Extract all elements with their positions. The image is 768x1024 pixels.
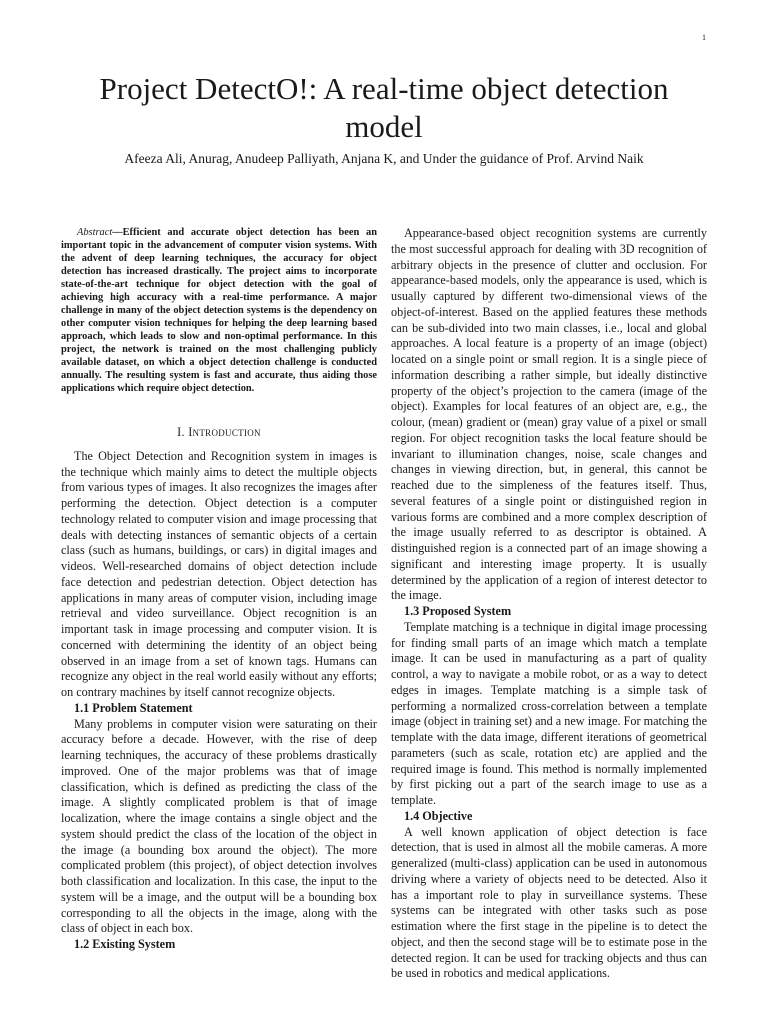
abstract-text: —Efficient and accurate object detection has been an important topic in the advancement of computer vision systems. With the advent of deep learning techniques, the accuracy for object detection has increased drastically. The project aims to incorporate state-of-the-art technique for object detection with the goal of achieving high accuracy with a real-time performance. A major challenge in many of the object detection systems is the dependency on other computer vision techniques for helping the deep learning based approach, which leads to slow and non-optimal performance. In this project, the network is trained on the most challenging publicly available dataset, on which a object detection challenge is conducted annually. The resulting system is fast and accurate, thus aiding those applications which require object detection. <box>61 227 377 394</box>
introduction-paragraph: The Object Detection and Recognition system in images is the technique which mainly aims to detect the multiple objects from various types of images. It also recognizes the images after performing the detection. Object detection is a computer technology related to computer vision and image processing that deals with detecting instances of semantic objects of a certain class (such as humans, buildings, or cars) in digital images and videos. Well-researched domains of object detection include face detection and pedestrian detection. Object detection has applications in many areas of computer vision, including image retrieval and video surveillance. Object recognition is an important task in image processing and computer vision. It is concerned with determining the identity of an object being observed in an image from a set of known tags. Humans can recognize any object in the real world easily without any efforts; on contrary machines by itself cannot recognize objects. <box>61 448 377 699</box>
introduction-heading <box>61 425 377 441</box>
proposed-system-paragraph: Template matching is a technique in digital image processing for finding small parts of an image which match a template image. It can be used in manufacturing as a part of quality control, a way to navigate a mobile robot, or as a way to detect edges in images. Template matching is a simple task of performing a normalized cross-correlation between a template image (object in training set) and a new image. For matching the template with the data image, different iterations of geometrical parameters (such as scale, rotation etc) are applied and the required image is found. This method is normally implemented by first picking out a part of the search image to use as a template. <box>391 619 707 807</box>
objective-paragraph: A well known application of object detection is face detection, that is used in almost all the mobile cameras. A more generalized (multi-class) application can be used in autonomous driving where a variety of objects need to be detected. Also it has a important role to play in surveillance systems. These systems can be integrated with other tasks such as pose estimation where the first stage in the pipeline is to detect the object, and then the second stage will be to estimate pose in the detected region. It can be used for tracking objects and thus can be used in robotics and medical applications. <box>391 824 707 981</box>
section-numeral: I. <box>177 425 189 439</box>
abstract-label: Abstract <box>77 227 113 238</box>
abstract <box>61 226 377 395</box>
page-number: 1 <box>702 33 706 42</box>
section-title: Introduction <box>188 425 261 439</box>
right-column <box>391 226 707 982</box>
paper-title: Project DetectO!: A real-time object detection model <box>99 71 669 144</box>
problem-statement-heading: 1.1 Problem Statement <box>74 700 193 715</box>
author-list: Afeeza Ali, Anurag, Anudeep Palliyath, Anjana K, and Under the guidance of Prof. Arvind Naik <box>124 151 644 166</box>
left-column <box>61 226 377 953</box>
objective-heading: 1.4 Objective <box>404 808 473 823</box>
existing-system-heading: 1.2 Existing System <box>74 937 176 951</box>
existing-system-paragraph: Appearance-based object recognition systems are currently the most successful approach for dealing with 3D recognition of arbitrary objects in the presence of clutter and occlusion. For appearance-based models, only the appearance is used, which is usually captured by different two-dimensional views of the object-of-interest. Based on the applied features these methods can be sub-divided into two main classes, i.e., local and global approaches. A local feature is a property of an image (object) located on a single point or small region. It is a single piece of information describing a rather simple, but ideally distinctive property of the object’s projection to the camera (image of the object). Examples for local features of an object are, e.g., the colour, (mean) gradient or (mean) gray value of a pixel or small region. For object recognition tasks the local feature should be invariant to illumination changes, noise, scale changes and changes in viewing direction, but, in general, this cannot be reached due to the simpleness of the features itself. Thus, several features of a single point or distinguished region in various forms are combined and a more complex description of the image usually referred to as descriptor is obtained. A distinguished region is a connected part of an image showing a significant and interesting image property. It is usually determined by the application of a region of interest detector to the image. <box>391 226 707 603</box>
proposed-system-heading: 1.3 Proposed System <box>404 604 512 618</box>
problem-statement-paragraph: Many problems in computer vision were saturating on their accuracy before a decade. However, with the rise of deep learning techniques, the accuracy of these problems drastically improved. One of the major problems was that of image classification, which is defined as predicting the class of the image. A slightly complicated problem is that of image localization, where the image contains a single object and the system should predict the class of the location of the object in the image (a bounding box around the object). The more complicated problem (this project), of object detection involves both classification and localization. In this case, the input to the system will be a image, and the output will be a bounding box corresponding to all the objects in the image, along with the class of object in each box. <box>61 716 377 936</box>
